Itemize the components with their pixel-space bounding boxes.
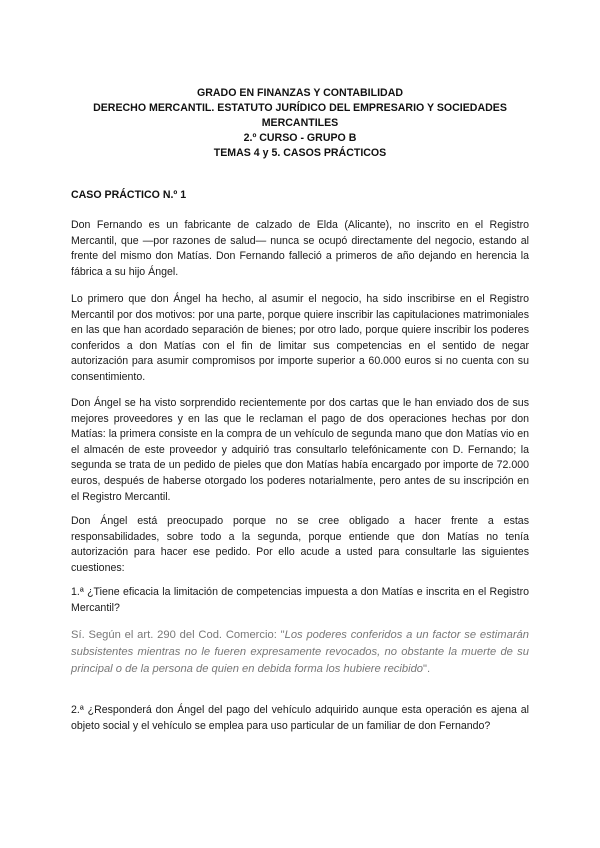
question-1: 1.ª ¿Tiene eficacia la limitación de competencias impuesta a don Matías e inscrita en el Registro Mercantil?	[71, 586, 529, 614]
course-group: 2.º CURSO - GRUPO B	[243, 132, 357, 144]
course-subject: DERECHO MERCANTIL. ESTATUTO JURÍDICO DEL EMPRESARIO Y SOCIEDADES MERCANTILES	[93, 102, 507, 129]
topics-title: TEMAS 4 y 5. CASOS PRÁCTICOS	[213, 147, 387, 159]
answer-1-quote: Los poderes conferidos a un factor se estimarán subsistentes mientras no le fueren expresamente revocados, no obstante la muerte de su principal o de la persona de quien en debida forma los hubiere recibido	[71, 629, 529, 675]
answer-1-end: ".	[423, 663, 431, 675]
case-paragraph-3: Don Ángel se ha visto sorprendido recientemente por dos cartas que le han enviado dos de sus mejores proveedores y en las que le reclaman el pago de dos operaciones hechas por don Matías: la primera consiste en la compra de un vehículo de segunda mano que don Matías vio en el almacén de este proveedor y adquirió tras consultarlo telefónicamente con D. Fernando; la segunda se trata de un pedido de pieles que don Matías había encargado por importe de 72.000 euros, después de haberse otorgado los poderes notarialmente, pero antes de su inscripción en el Registro Mercantil.	[71, 397, 529, 503]
degree-title: GRADO EN FINANZAS Y CONTABILIDAD	[197, 87, 403, 99]
case-title: CASO PRÁCTICO N.º 1	[71, 189, 187, 201]
answer-1	[71, 627, 529, 678]
question-2: 2.ª ¿Responderá don Ángel del pago del vehículo adquirido aunque esta operación es ajena al objeto social y el vehículo se emplea para uso particular de un familiar de don Fernando?	[71, 704, 529, 732]
case-paragraph-4: Don Ángel está preocupado porque no se cree obligado a hacer frente a estas responsabilidades, sobre todo a la segunda, porque entiende que don Matías no tenía autorización para hacer ese pedido. Por ello acude a usted para consultarle las siguientes cuestiones:	[71, 515, 529, 574]
answer-1-intro: Sí. Según el art. 290 del Cod. Comercio: "	[71, 629, 285, 641]
case-paragraph-1: Don Fernando es un fabricante de calzado de Elda (Alicante), no inscrito en el Registro Mercantil, que —por razones de salud— nunca se ocupó directamente del negocio, estando al frente del mismo don Matías. Don Fernando falleció a primeros de año dejando en herencia la fábrica a su hijo Ángel.	[71, 219, 529, 278]
document-header	[60, 86, 540, 161]
case-paragraph-2: Lo primero que don Ángel ha hecho, al asumir el negocio, ha sido inscribirse en el Registro Mercantil por dos motivos: por una parte, porque quiere inscribir las capitulaciones matrimoniales en las que han acordado separación de bienes; por otro lado, porque quiere inscribir los poderes conferidos a don Matías con el fin de limitar sus competencias en el sentido de negar autorización para asumir compromisos por importe superior a 60.000 euros si no cuenta con su consentimiento.	[71, 293, 529, 383]
